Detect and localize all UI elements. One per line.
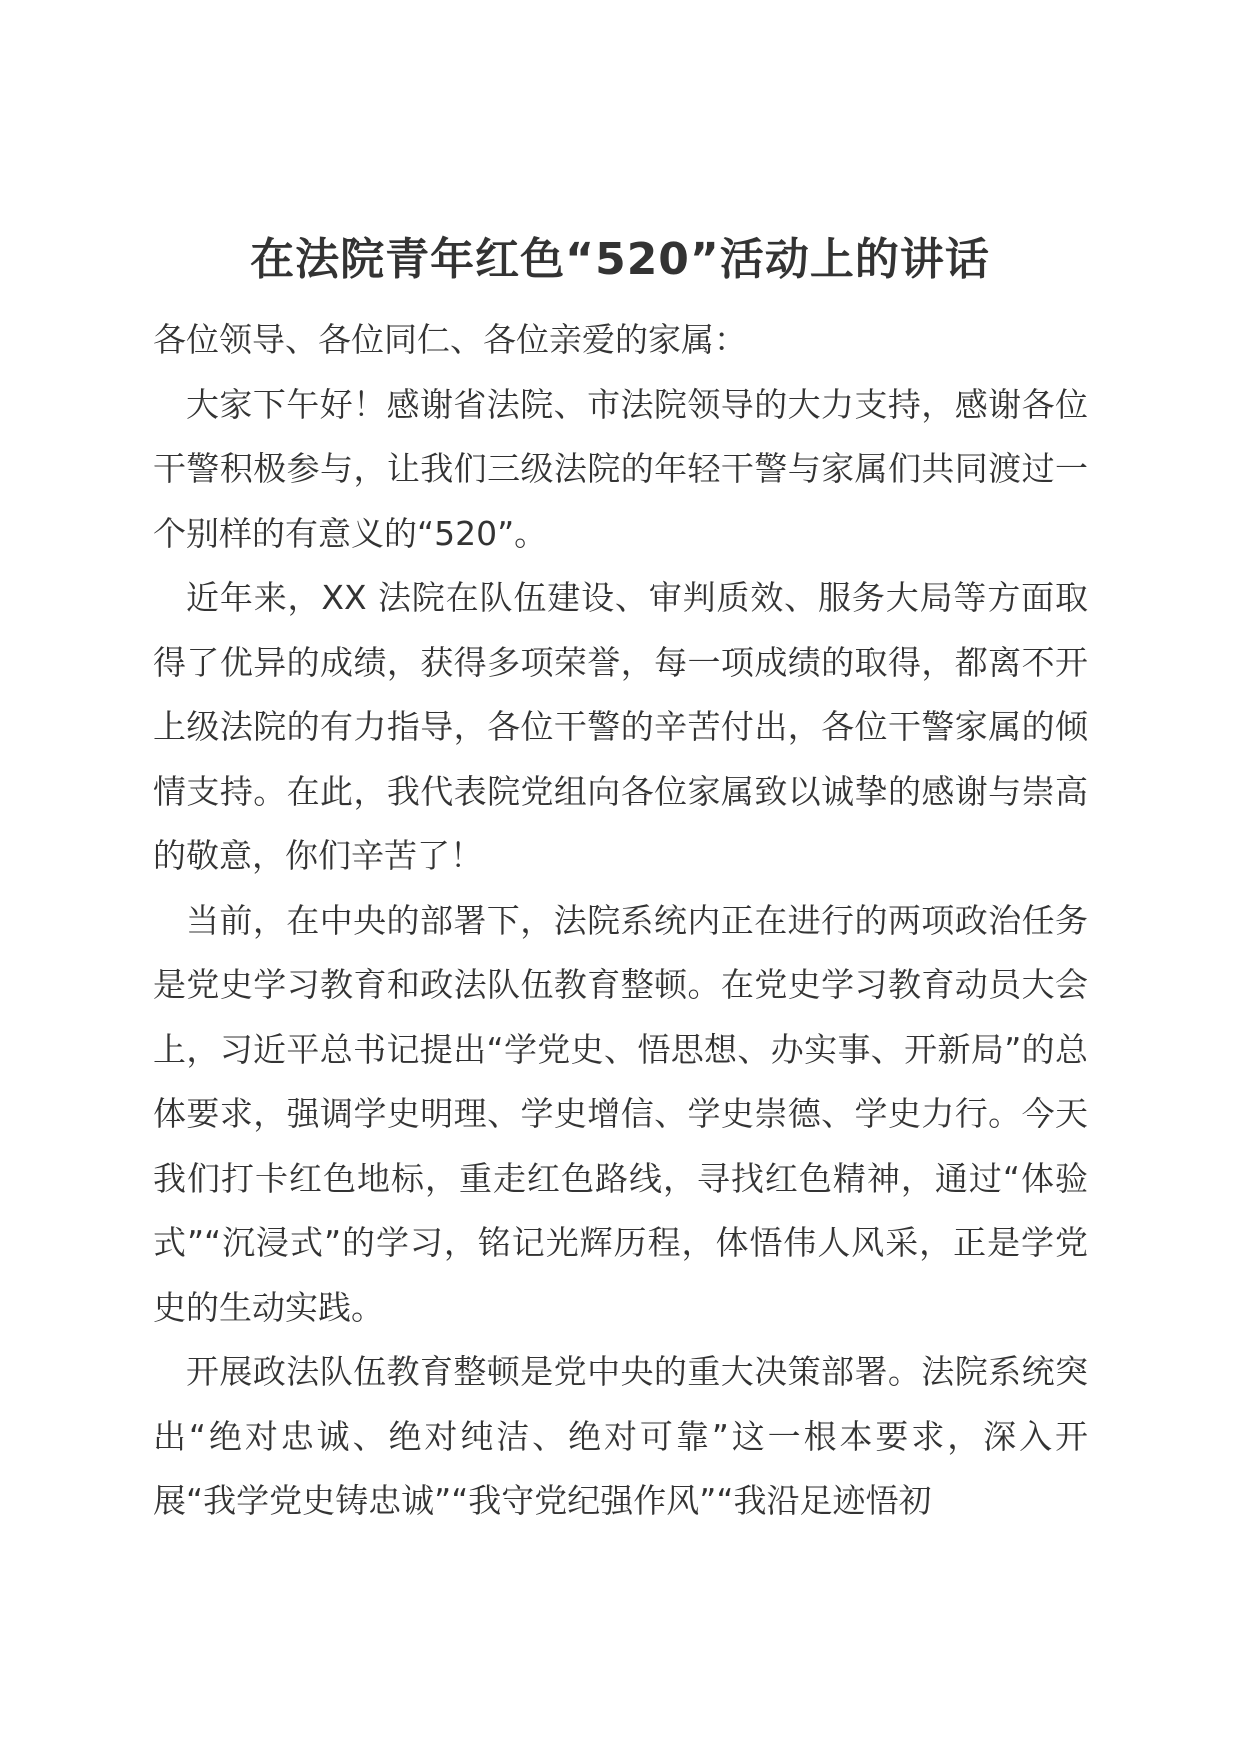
salutation: 各位领导、各位同仁、各位亲爱的家属： [153, 320, 747, 359]
document-body [153, 308, 1088, 1534]
document-title: 在法院青年红色“520”活动上的讲话 [250, 234, 990, 285]
paragraph-party-history: 当前，在中央的部署下，法院系统内正在进行的两项政治任务是党史学习教育和政法队伍教育整顿。在党史学习教育动员大会上，习近平总书记提出“学党史、悟思想、办实事、开新局”的总体要求，强调学史明理、学史增信、学史崇德、学史力行。今天我们打卡红色地标，重走红色路线，寻找红色精神，通过“体验式”“沉浸式”的学习，铭记光辉历程，体悟伟人风采，正是学党史的生动实践。 [153, 900, 1088, 1327]
paragraph-rectification: 开展政法队伍教育整顿是党中央的重大决策部署。法院系统突出“绝对忠诚、绝对纯洁、绝对可靠”这一根本要求，深入开展“我学党史铸忠诚”“我守党纪强作风”“我沿足迹悟初 [153, 1352, 1088, 1520]
paragraph-greeting: 大家下午好！感谢省法院、市法院领导的大力支持，感谢各位干警积极参与，让我们三级法院的年轻干警与家属们共同渡过一个别样的有意义的“520”。 [153, 384, 1088, 553]
paragraph-achievements: 近年来，XX 法院在队伍建设、审判质效、服务大局等方面取得了优异的成绩，获得多项荣誉，每一项成绩的取得，都离不开上级法院的有力指导，各位干警的辛苦付出，各位干警家属的倾情支持。在此，我代表院党组向各位家属致以诚挚的感谢与崇高的敬意，你们辛苦了！ [153, 578, 1088, 875]
